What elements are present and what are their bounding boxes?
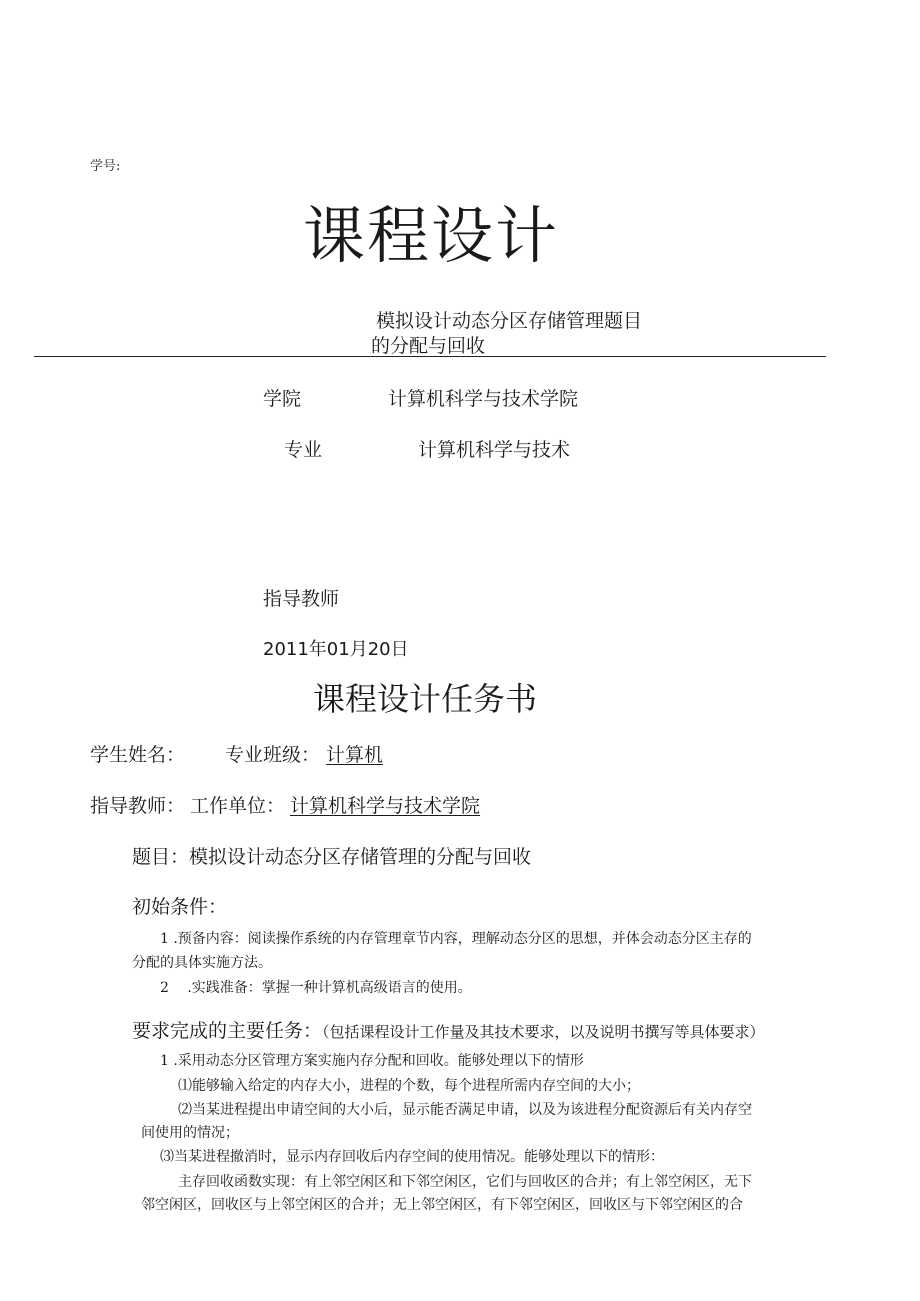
main-tasks-heading (132, 1016, 765, 1043)
work-unit-label: 工作单位： (190, 795, 286, 817)
req-item-1: 1 .采用动态分区管理方案实施内存分配和回收。能够处理以下的情形 (160, 1053, 584, 1069)
work-unit-value: 计算机科学与技术学院 (290, 795, 481, 817)
req-sub-1: ⑴能够输入给定的内存大小，进程的个数，每个进程所需内存空间的大小； (178, 1078, 640, 1094)
req-sub-2-line1: ⑵当某进程提出申请空间的大小后，显示能否满足申请，以及为该进程分配资源后有关内存空 (178, 1102, 752, 1118)
college-value: 计算机科学与技术学院 (388, 388, 579, 410)
major-label: 专业 (284, 439, 323, 461)
student-number-label: 学号: (90, 159, 121, 174)
req-recover-line1: 主存回收函数实现：有上邻空闲区和下邻空闲区，它们与回收区的合并；有上邻空闲区，无下 (178, 1174, 752, 1190)
cover-topic-line1: 模拟设计动态分区存储管理题目 (376, 310, 643, 332)
task-advisor-label: 指导教师： (90, 795, 186, 817)
cover-topic-line2: 的分配与回收 (371, 335, 486, 357)
main-tasks-heading-note: （包括课程设计工作量及其技术要求，以及说明书撰写等具体要求） (322, 1023, 765, 1041)
class-value: 计算机 (326, 744, 384, 766)
cover-divider (34, 356, 826, 357)
main-tasks-heading-text: 要求完成的主要任务： (132, 1020, 323, 1042)
class-label: 专业班级： (225, 744, 321, 766)
cover-advisor-label: 指导教师 (263, 588, 340, 610)
init-item-1-line2: 分配的具体实施方法。 (132, 955, 272, 971)
major-value: 计算机科学与技术 (418, 439, 571, 461)
req-sub-3: ⑶当某进程撤消时，显示内存回收后内存空间的使用情况。能够处理以下的情形： (160, 1149, 664, 1165)
req-sub-2-line2: 间使用的情况； (141, 1125, 239, 1141)
task-topic: 题目：模拟设计动态分区存储管理的分配与回收 (132, 846, 532, 868)
college-label: 学院 (263, 388, 302, 410)
init-conditions-heading: 初始条件： (132, 896, 228, 918)
student-name-label: 学生姓名： (90, 744, 186, 766)
task-book-title: 课程设计任务书 (313, 680, 538, 718)
cover-main-title: 课程设计 (303, 199, 560, 272)
init-item-1-line1: 1 .预备内容：阅读操作系统的内存管理章节内容，理解动态分区的思想，并体会动态分区主存的 (160, 931, 752, 947)
req-recover-line2: 邻空闲区，回收区与上邻空闲区的合并；无上邻空闲区，有下邻空闲区，回收区与下邻空闲区的合 (141, 1197, 743, 1213)
cover-date: 2011年01月20日 (263, 639, 409, 660)
init-item-2: 2 .实践准备：掌握一种计算机高级语言的使用。 (160, 980, 472, 996)
